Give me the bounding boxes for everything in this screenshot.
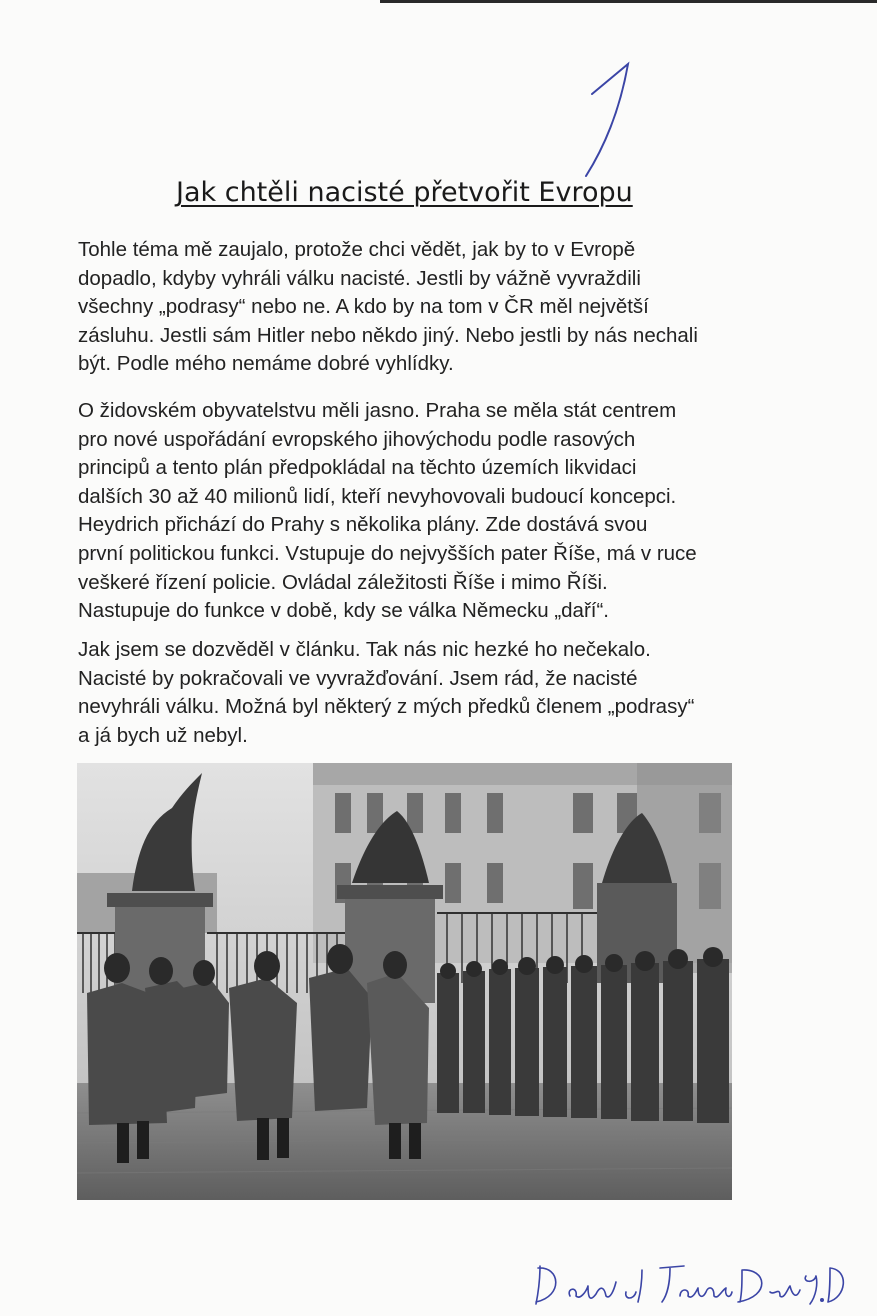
text-line: nevyhráli válku. Možná byl některý z mých předků členem „podrasy“	[78, 695, 695, 719]
paragraph-3	[78, 636, 798, 750]
text-line: O židovském obyvatelstvu měli jasno. Praha se měla stát centrem	[78, 399, 677, 422]
text-line: Jak jsem se dozvěděl v článku. Tak nás nic hezké ho nečekalo.	[78, 638, 651, 661]
text-line: zásluhu. Jestli sám Hitler nebo někdo jiný. Nebo jestli by nás nechali	[78, 323, 698, 347]
text-line: dopadlo, kdyby vyhráli válku nacisté. Jestli by vážně vyvraždili	[78, 266, 641, 290]
historical-photo	[77, 763, 732, 1200]
document-title: Jak chtěli nacisté přetvořit Evropu	[176, 177, 633, 208]
text-line: dalších 30 až 40 milionů lidí, kteří nevyhovovali budoucí koncepci.	[78, 484, 677, 508]
handwritten-signature	[530, 1256, 850, 1312]
text-line: Nacisté by pokračovali ve vyvražďování. Jsem rád, že nacisté	[78, 666, 638, 690]
page-edge-line	[380, 0, 877, 3]
paragraph-1	[78, 236, 798, 379]
text-line: všechny „podrasy“ nebo ne. A kdo by na tom v ČR měl největší	[78, 295, 649, 319]
text-line: první politickou funkci. Vstupuje do nejvyšších pater Říše, má v ruce	[78, 541, 697, 565]
handwritten-page-number	[572, 58, 642, 180]
text-line: veškeré řízení policie. Ovládal záležitosti Říše i mimo Říši.	[78, 570, 608, 594]
text-line: pro nové uspořádání evropského jihovýchodu podle rasových	[78, 427, 636, 451]
text-line: Tohle téma mě zaujalo, protože chci vědět, jak by to v Evropě	[78, 238, 636, 261]
text-line: a já bych už nebyl.	[78, 723, 248, 747]
paragraph-2	[78, 397, 798, 626]
text-line: Heydrich přichází do Prahy s několika plány. Zde dostává svou	[78, 513, 648, 537]
text-line: být. Podle mého nemáme dobré vyhlídky.	[78, 352, 454, 376]
text-line: principů a tento plán předpokládal na těchto územích likvidaci	[78, 456, 637, 480]
text-line: Nastupuje do funkce v době, kdy se válka Německu „daří“.	[78, 599, 609, 623]
